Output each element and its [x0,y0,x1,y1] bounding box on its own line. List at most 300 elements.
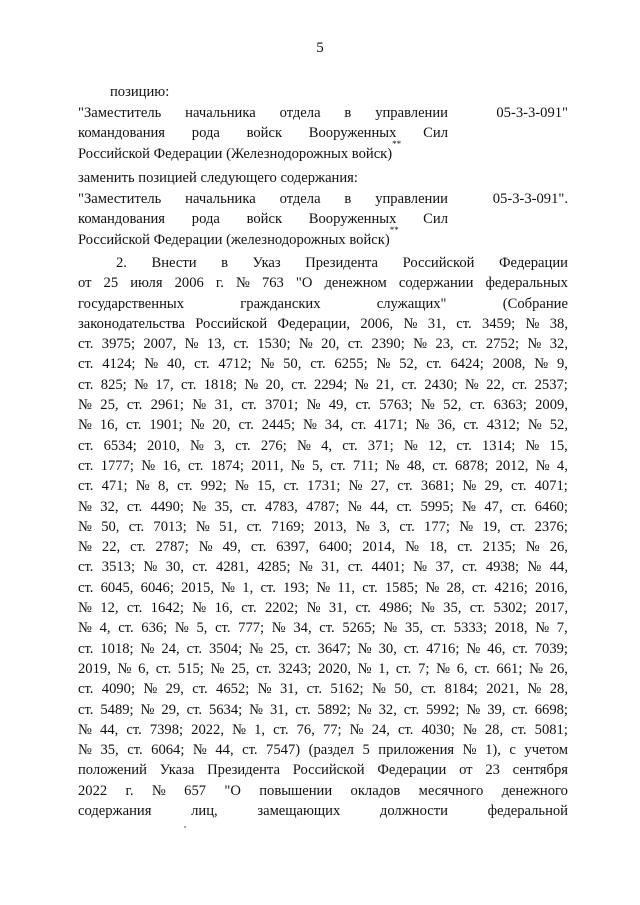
word: 22, [101,539,121,556]
word: 35, [214,498,233,515]
word: 2017, [535,600,568,617]
word: № [190,417,205,434]
word: 4938; [485,559,520,576]
word: 30, [165,559,184,576]
word: № [174,620,189,637]
word: 1777; [100,457,134,474]
word: ст. [462,336,478,353]
word: 36, [437,417,456,434]
paragraph-line [78,314,568,334]
word: ст. [403,701,420,718]
word: 2135; [482,539,516,556]
word: "Заместитель [78,191,162,207]
word: 2006 [174,275,204,292]
word: № [134,376,149,393]
word: начальника [185,191,256,207]
word: № [349,721,364,738]
word: ст. [78,376,94,393]
word: 6460; [534,498,568,515]
word: 48, [406,457,426,474]
word: 763 [261,275,284,292]
word: 27, [370,478,390,495]
word: 2021, [486,681,520,698]
word: 5992; [426,701,460,718]
word: г. [125,782,134,799]
word: 6, [456,660,468,677]
word: 3, [379,518,391,535]
word: № [413,559,428,576]
word: Президента [207,762,280,779]
word: 5489; [100,701,134,718]
word: 2018, [494,620,528,637]
word: № [192,498,207,515]
word: 16, [99,417,119,434]
paragraph-line [78,334,568,354]
word: Вооруженных [308,125,397,142]
word: 2787; [155,539,189,556]
word: № [527,336,542,353]
word: 825; [100,376,127,393]
word: 3, [214,437,226,454]
word: № [420,397,435,414]
word: Сил [423,211,448,228]
word: 2376; [534,518,568,535]
word: 28, [446,579,465,596]
word: 777; [238,620,265,637]
word: № [198,539,213,556]
word: Российской [402,255,475,271]
word: 1642; [150,600,184,617]
word: ст. [238,417,254,434]
word: (раздел [308,742,354,759]
word: 2022, [191,721,224,738]
word: № [357,701,372,718]
old-position-line [78,138,568,164]
scan-mark [184,826,186,828]
word: 992; [200,478,227,495]
word: 1, [254,721,266,738]
word: 2202; [264,600,299,617]
word: 32, [378,701,397,718]
word: 2752; [485,336,520,353]
word: ст. [127,742,143,759]
word: 4171; [374,417,408,434]
word: № [78,417,92,434]
word: № [192,600,207,617]
word: 25, [231,660,250,677]
word: № [357,660,372,677]
word: № [383,620,398,637]
word: 5302; [493,600,527,617]
word: 19, [482,518,501,535]
word: 4, [556,457,568,474]
word: управлении [375,191,448,207]
word: № [249,701,264,718]
word: 6397, [276,539,310,556]
word: содержания [78,803,152,820]
word: 1530; [257,336,291,353]
word: ст. [126,498,143,515]
word: сентября [512,762,568,779]
word: 2006, [360,315,394,332]
word: 1), [485,742,501,759]
word: ст. [474,660,490,677]
word: 4783, [264,498,298,515]
word: войск [246,211,283,228]
word: 31, [279,681,299,698]
word: лиц, [191,803,218,820]
footnote-mark: ** [392,138,402,149]
word: 4401; [371,559,405,576]
word: № [525,315,540,332]
word: 4285; [257,559,291,576]
word: № [78,600,92,617]
word: 6045, [100,579,134,596]
word: законодательства [78,315,185,332]
word: 5763; [379,397,413,414]
word: 35, [404,620,424,637]
word: учетом [524,742,568,759]
word: 31, [321,559,340,576]
word: ст. [192,559,208,576]
word: 2020, [318,660,351,677]
word: г. [215,275,224,292]
word: 15, [257,478,276,495]
word: государственных [78,295,185,312]
word: 2014, [362,539,396,556]
word: № [405,539,419,556]
word: ст. [256,660,272,677]
word: рода [191,211,220,228]
paragraph-line [78,517,568,537]
word: 7547) [266,742,301,759]
word: 1, [242,579,254,596]
paragraph-line [78,294,568,314]
word: 6424; [450,356,484,373]
word: 25 [103,275,119,292]
word: ст. [78,336,94,353]
word: № [462,742,477,759]
word: № [535,457,550,474]
word: ст. [469,397,486,414]
word: 30, [378,640,397,657]
word: ст. [511,376,528,393]
word: 4652; [216,681,250,698]
word: 7; [418,660,430,677]
word: ст. [155,660,172,677]
word: 2019, [78,660,111,677]
word: № [210,660,225,677]
word: 5 [362,742,370,759]
word: 661; [496,660,523,677]
word: ст. [430,620,447,637]
word: 371; [367,437,394,454]
word: 29, [484,478,503,495]
word: 38, [549,315,568,332]
word: № [385,457,400,474]
word: 3513; [101,559,136,576]
word: 4090; [101,681,136,698]
paragraph-line [78,760,568,780]
word: 34, [293,620,312,637]
word: 26, [549,539,568,556]
word: ст. [397,478,413,495]
word: 28, [549,681,568,698]
word: ст. [78,457,94,474]
word: 2013, [313,518,347,535]
word: 16, [162,457,181,474]
word: 2015, [181,579,214,596]
word: ст. [396,498,413,515]
word: 4986; [379,600,413,617]
word: ст. [78,701,94,718]
paragraph-line [78,639,568,659]
paragraph-line [78,578,568,598]
word: ст. [319,620,335,637]
word: № [143,681,158,698]
paragraph-line [78,537,568,557]
word: № [462,478,477,495]
word: № [534,356,549,373]
word: ст. [241,397,257,414]
word: № [140,640,155,657]
word: ст. [426,356,442,373]
word: № [244,376,259,393]
word: № [525,539,540,556]
word: ст. [398,721,414,738]
word: Федерации [377,762,447,779]
word: отдела [279,191,321,207]
word: должности [379,803,448,820]
word: 4124; [102,356,136,373]
word: 2011, [251,457,284,474]
word: 28, [484,721,504,738]
word: 5162; [330,681,364,698]
word: № [436,660,450,677]
word: 193; [283,579,310,596]
word: рода [191,125,220,142]
word: Российской [292,762,365,779]
word: ст. [186,701,202,718]
word: № [462,498,476,515]
word: ст. [342,437,358,454]
word: 32, [549,336,568,353]
word: ст. [180,376,197,393]
word: 7013; [153,518,187,535]
word: 24, [161,640,180,657]
word: № [190,437,204,454]
word: ст. [471,579,488,596]
word: 37, [435,559,454,576]
word: командования [78,125,166,142]
word: федеральных [485,275,568,292]
word: ст. [78,559,94,576]
word: 2012, [495,457,529,474]
position-last-line-text: Российской Федерации (железнодорожных войск) [78,231,390,248]
word: ст. [510,478,527,495]
word: № [348,478,363,495]
word: 35, [443,600,462,617]
word: 8184; [444,681,478,698]
replace-instruction: заменить позицией следующего содержания: [78,170,358,186]
word: 31, [427,315,446,332]
word: 17, [155,376,174,393]
word: № [527,417,542,434]
word: 8, [157,478,169,495]
word: 6878; [455,457,489,474]
word: № [420,600,435,617]
paragraph-line [78,436,568,456]
word: 5892; [317,701,351,718]
word: ст. [78,437,94,454]
word: 5, [311,457,323,474]
paragraph-line [78,456,568,476]
old-position-line [78,103,448,123]
word: ст. [273,721,289,738]
word: "Заместитель [78,105,162,121]
word: июля [130,275,163,292]
word: 4712; [218,356,252,373]
word: № [529,660,543,677]
word: месячного [418,782,484,799]
word: № [234,478,249,495]
word: 5, [196,620,208,637]
word: 23, [435,336,454,353]
word: 177; [424,518,450,535]
word: 4490; [150,498,184,515]
word: 29, [161,701,180,718]
word: 32, [100,498,119,515]
word: ст. [512,640,528,657]
word: 2010, [147,437,180,454]
new-position-line [78,224,568,250]
word: ст. [456,437,472,454]
word: 21, [375,376,395,393]
word: 5333; [453,620,488,637]
word: 6255; [334,356,368,373]
word: ст. [469,600,486,617]
word: начальника [185,105,256,121]
word: № [296,437,311,454]
word: ст. [126,600,143,617]
paragraph-line [78,273,568,293]
old-position-code: 05-3-3-091" [496,105,568,121]
word: ст. [330,457,346,474]
word: 49, [328,397,348,414]
word: № [192,397,207,414]
word: 6064; [151,742,185,759]
word: 9, [556,356,568,373]
word: ст. [215,620,231,637]
paragraph-line [78,618,568,638]
word: 4216; [494,579,528,596]
word: 5265; [342,620,376,637]
word: № [347,498,362,515]
word: 25, [100,397,119,414]
word: № [78,539,92,556]
word: № [459,518,474,535]
word: с [509,742,516,759]
word: замещающих [257,803,341,820]
word: № [144,356,159,373]
word: 18, [428,539,448,556]
word: 2445; [261,417,296,434]
paragraph-line [78,415,568,435]
word: ст. [362,579,378,596]
word: ст. [128,518,145,535]
word: 44, [100,721,119,738]
paragraph-line [78,679,568,699]
word: в [344,105,352,121]
word: 636; [141,620,168,637]
word: ст. [457,539,473,556]
word: от [78,275,92,292]
word: Указ [252,255,281,271]
word: 3701; [264,397,299,414]
word: № [376,356,391,373]
word: Российской [195,315,268,332]
position-last-line-text: Российской Федерации (Железнодорожных войск) [78,145,393,162]
word: Вооруженных [308,211,397,228]
word: Федерации [499,255,568,271]
word: ст. [510,498,527,515]
word: ст. [78,356,94,373]
word: 20, [212,417,231,434]
word: ст. [347,559,364,576]
word: № [151,782,166,799]
paragraph-line [78,476,568,496]
word: 4281, [216,559,249,576]
word: от [459,762,473,779]
word: 4030; [421,721,455,738]
word: 6534; [103,437,137,454]
word: ст. [350,417,367,434]
word: ст. [512,701,528,718]
word: 2390; [371,336,405,353]
word: № [192,742,207,759]
word: 2294; [314,376,348,393]
word: ст. [509,518,526,535]
word: ст. [118,620,134,637]
word: ст. [194,356,210,373]
word: ст. [456,315,472,332]
word: ст. [432,457,448,474]
word: денежного [501,782,568,799]
word: № [249,640,264,657]
word: ст. [463,417,479,434]
word: 657 [184,782,207,799]
word: № [535,620,550,637]
word: в [221,255,228,271]
word: 50, [283,356,302,373]
word: 3243; [278,660,312,677]
word: № [415,417,430,434]
word: № [140,701,155,718]
word: № [302,417,317,434]
word: 49, [222,539,241,556]
word: Президента [305,255,379,271]
word: № [527,559,542,576]
word: 12, [100,600,119,617]
word: ст. [233,336,249,353]
word: № [78,518,92,535]
word: "О [295,275,313,292]
word: № [221,579,236,596]
word: 76, [296,721,315,738]
word: ст. [78,640,94,657]
word: ст. [187,457,204,474]
word: 1874; [210,457,244,474]
